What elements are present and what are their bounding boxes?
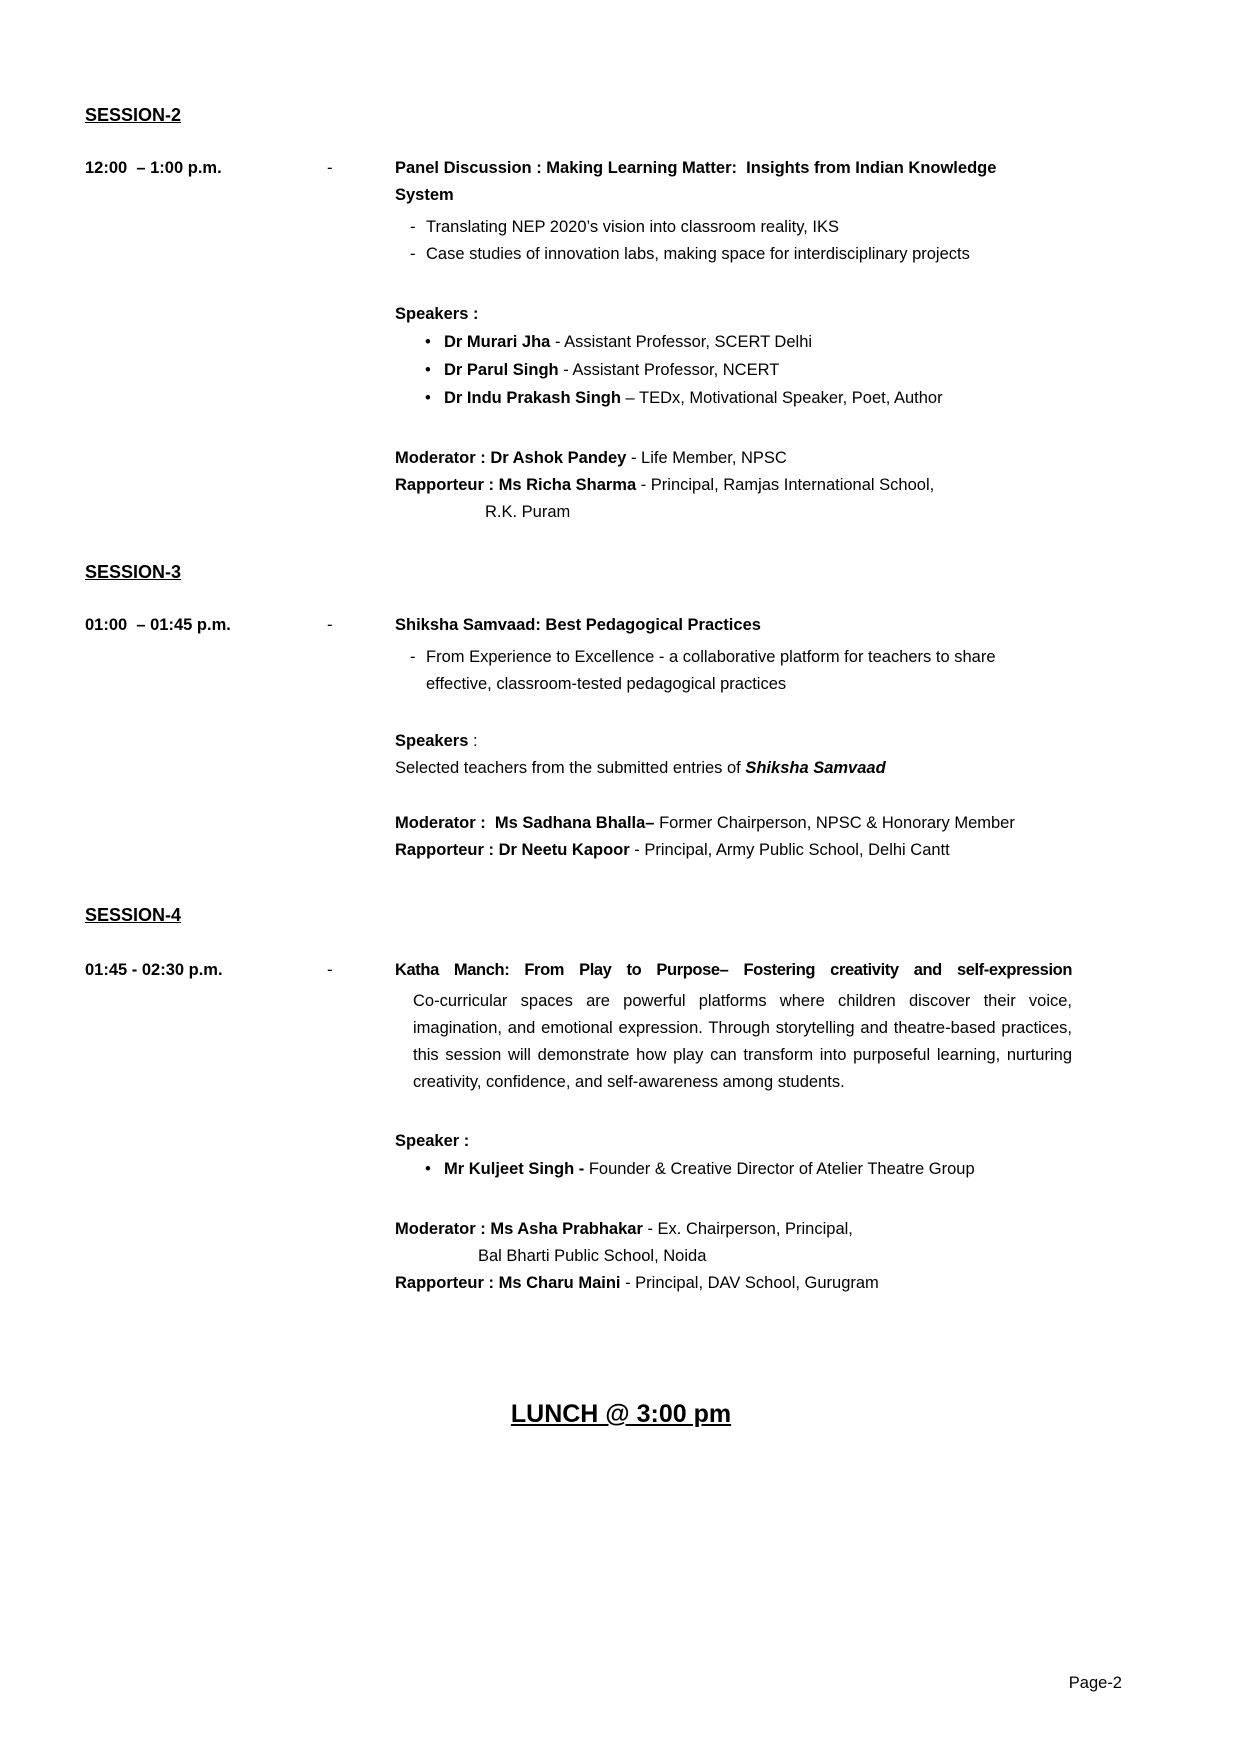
speakers-note-emphasis: Shiksha Samvaad	[745, 759, 886, 777]
rapporteur-role: - Principal, DAV School, Gurugram	[620, 1274, 879, 1292]
session-4-rapporteur-line	[395, 1270, 1072, 1297]
session-3-separator-dash: -	[327, 616, 333, 634]
session-4-heading: SESSION-4	[85, 905, 182, 925]
speaker-name: Mr Kuljeet Singh -	[444, 1160, 585, 1178]
session-3-rapporteur-line	[395, 837, 1072, 864]
session-3-time: 01:00 – 01:45 p.m.	[85, 616, 231, 634]
moderator-name: Moderator : Ms Sadhana Bhalla–	[395, 814, 655, 832]
session-4-title: Katha Manch: From Play to Purpose– Fostering creativity and self-expression	[395, 961, 1072, 979]
speaker-name: Dr Parul Singh	[444, 361, 559, 379]
session-2-speakers-label: Speakers :	[395, 305, 479, 323]
moderator-name: Moderator : Dr Ashok Pandey	[395, 449, 627, 467]
session-2-time: 12:00 – 1:00 p.m.	[85, 159, 222, 177]
moderator-role: - Ex. Chairperson, Principal,	[642, 1220, 853, 1238]
session-4-moderator-line	[395, 1216, 1072, 1243]
lunch-heading: LUNCH @ 3:00 pm	[510, 1400, 732, 1428]
speakers-note-text: Selected teachers from the submitted entries of	[395, 759, 746, 777]
subpoint-text-line-2: effective, classroom-tested pedagogical practices	[426, 675, 787, 693]
bullet-marker: •	[425, 361, 431, 379]
session-4-content	[395, 957, 1072, 1297]
session-3-row	[85, 612, 1122, 864]
rapporteur-name: Rapporteur : Dr Neetu Kapoor	[395, 841, 630, 859]
speaker-role: – TEDx, Motivational Speaker, Poet, Author	[620, 389, 943, 407]
speakers-label-colon: :	[468, 732, 478, 750]
session-3-content	[395, 612, 1072, 864]
session-4-description: Co-curricular spaces are powerful platforms where children discover their voice, imagination, and emotional expression. Through storytelling and theatre-based practices, this session will demonstrate how play can transform into purposeful learning, nurturing creativity, confidence, and self-awareness among students.	[413, 992, 1072, 1091]
session-3-subpoint	[395, 644, 1072, 698]
session-2-separator-dash: -	[327, 159, 333, 177]
rapporteur-name: Rapporteur : Ms Charu Maini	[395, 1274, 621, 1292]
subpoint-dash-marker: -	[410, 648, 416, 666]
subpoint-text: Translating NEP 2020’s vision into classroom reality, IKS	[426, 218, 839, 236]
session-4-row	[85, 957, 1122, 1297]
session-2-rapporteur-line	[395, 472, 1072, 499]
bullet-marker: •	[425, 1160, 431, 1178]
session-2-rapporteur-continuation: R.K. Puram	[485, 503, 571, 521]
bullet-marker: •	[425, 389, 431, 407]
moderator-role: Former Chairperson, NPSC & Honorary Member	[654, 814, 1015, 832]
speaker-role: - Assistant Professor, NCERT	[558, 361, 780, 379]
session-3-title-line-1: Shiksha Samvaad: Best Pedagogical Practices	[395, 616, 761, 634]
subpoint-text: Case studies of innovation labs, making space for interdisciplinary projects	[426, 245, 970, 263]
session-3-speakers-note	[395, 755, 1072, 782]
speaker-name: Dr Murari Jha	[444, 333, 551, 351]
moderator-name: Moderator : Ms Asha Prabhakar	[395, 1220, 643, 1238]
session-2-subpoints	[395, 214, 1072, 268]
session-2-subpoint	[395, 214, 1072, 241]
rapporteur-name: Rapporteur : Ms Richa Sharma	[395, 476, 637, 494]
rapporteur-role: - Principal, Army Public School, Delhi Cantt	[629, 841, 950, 859]
session-2-content	[395, 155, 1072, 526]
moderator-role: - Life Member, NPSC	[626, 449, 787, 467]
speaker-item	[395, 1156, 1072, 1183]
session-2-row	[85, 155, 1122, 526]
session-2-subpoint	[395, 241, 1072, 268]
subpoint-dash-marker: -	[410, 245, 416, 263]
session-3-heading: SESSION-3	[85, 562, 182, 582]
speaker-item	[395, 357, 1072, 384]
session-2-title-line-1: Panel Discussion : Making Learning Matter: Insights from Indian Knowledge	[395, 159, 997, 177]
bullet-marker: •	[425, 333, 431, 351]
subpoint-dash-marker: -	[410, 218, 416, 236]
session-4-moderator-continuation: Bal Bharti Public School, Noida	[478, 1247, 707, 1265]
page-number: Page-2	[1068, 1674, 1122, 1692]
speaker-item	[395, 385, 1072, 412]
session-2-title-line-2: System	[395, 186, 454, 204]
speakers-label-bold: Speakers	[395, 732, 469, 750]
session-4-time: 01:45 - 02:30 p.m.	[85, 961, 223, 979]
session-3-moderator-line	[395, 810, 1072, 837]
subpoint-text-line-1: From Experience to Excellence - a collaborative platform for teachers to share	[426, 648, 996, 666]
speaker-role: - Assistant Professor, SCERT Delhi	[550, 333, 813, 351]
speaker-item	[395, 329, 1072, 356]
session-2-moderator-line	[395, 445, 1072, 472]
session-3-subpoints	[395, 644, 1072, 698]
session-4-separator-dash: -	[327, 961, 333, 979]
speaker-role: Founder & Creative Director of Atelier Theatre Group	[584, 1160, 975, 1178]
session-2-heading: SESSION-2	[85, 105, 182, 125]
session-3-speakers-label	[395, 728, 1072, 755]
rapporteur-role: - Principal, Ramjas International School,	[636, 476, 935, 494]
session-4-speaker-label: Speaker :	[395, 1132, 470, 1150]
speaker-name: Dr Indu Prakash Singh	[444, 389, 621, 407]
